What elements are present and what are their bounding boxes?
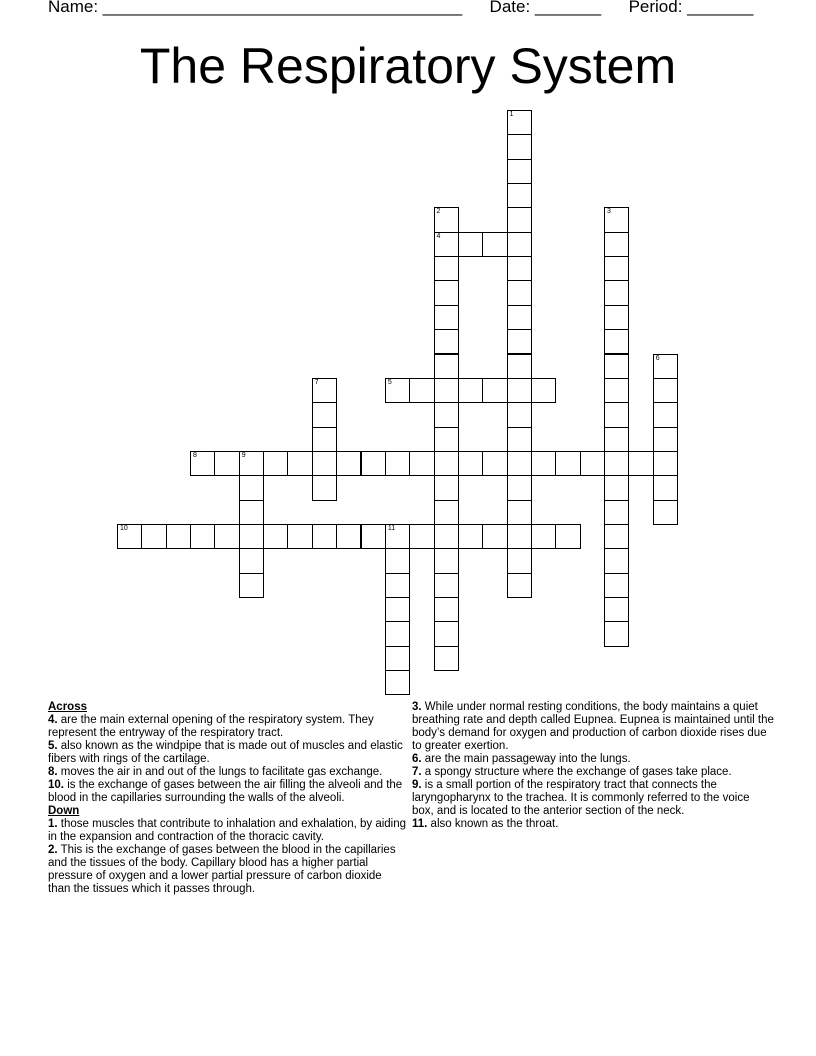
grid-cell[interactable] (458, 524, 483, 549)
clue-number: 10 (120, 524, 128, 532)
grid-cell[interactable] (531, 524, 556, 549)
clue-number: 1 (509, 111, 514, 118)
grid-cell[interactable] (409, 524, 434, 549)
grid-cell[interactable] (531, 451, 556, 476)
grid-cell[interactable] (507, 378, 532, 403)
grid-cell[interactable] (336, 451, 361, 476)
down-clue-list (48, 818, 406, 896)
grid-cell[interactable] (604, 621, 629, 646)
grid-cell[interactable] (604, 305, 629, 330)
grid-cell[interactable] (507, 475, 532, 500)
clue-item-number: 3. (412, 701, 422, 713)
grid-cell[interactable] (239, 451, 264, 476)
page-title: The Respiratory System (139, 38, 677, 94)
grid-cell[interactable] (239, 500, 264, 525)
grid-cell[interactable] (434, 621, 459, 646)
grid-cell[interactable] (507, 524, 532, 549)
grid-cell[interactable] (385, 670, 410, 695)
clue-number: 9 (241, 451, 246, 459)
grid-cell[interactable] (628, 451, 653, 476)
grid-cell[interactable] (434, 354, 459, 379)
grid-cell[interactable] (312, 427, 337, 452)
grid-cell[interactable] (287, 524, 312, 549)
clue-item-number: 7. (412, 766, 422, 778)
clue-number: 4 (436, 232, 441, 240)
clue-item (412, 701, 774, 753)
clue-item-number: 5. (48, 740, 58, 752)
clue-number: 11 (387, 524, 396, 532)
grid-cell[interactable] (385, 451, 410, 476)
clue-item-text: those muscles that contribute to inhalation and exhalation, by aiding in the expansion and contraction of the thoracic cavity. (48, 818, 407, 843)
grid-cell[interactable] (507, 573, 532, 598)
grid-cell[interactable] (361, 524, 386, 549)
name-field[interactable]: Name: ______________________________________ (48, 0, 463, 16)
grid-cell[interactable] (166, 524, 191, 549)
clue-number: 2 (436, 208, 441, 216)
grid-cell[interactable] (434, 329, 459, 354)
grid-cell[interactable] (385, 597, 410, 622)
clue-item-text: is a small portion of the respiratory tract that connects the laryngopharynx to the trachea. It is commonly referred to the voice box, and is located to the anterior section of the neck. (412, 779, 750, 817)
grid-cell[interactable] (312, 402, 337, 427)
clue-item-number: 8. (48, 766, 58, 778)
grid-cell[interactable] (653, 402, 678, 427)
grid-cell[interactable] (507, 159, 532, 184)
grid-cell[interactable] (653, 427, 678, 452)
clue-item-number: 2. (48, 844, 58, 856)
grid-cell[interactable] (580, 451, 605, 476)
grid-cell[interactable] (190, 524, 215, 549)
grid-cell[interactable] (434, 232, 459, 257)
grid-cell[interactable] (434, 427, 459, 452)
grid-cell[interactable] (239, 573, 264, 598)
grid-cell[interactable] (385, 524, 410, 549)
down-clue-list-continued (412, 701, 774, 831)
grid-cell[interactable] (458, 232, 483, 257)
clue-number: 8 (193, 451, 197, 459)
date-field[interactable]: Date: _______ (489, 0, 602, 16)
grid-cell[interactable] (507, 451, 532, 476)
grid-cell[interactable] (434, 451, 459, 476)
clue-item-number: 1. (48, 818, 58, 830)
grid-cell[interactable] (409, 378, 434, 403)
grid-cell[interactable] (434, 500, 459, 525)
grid-cell[interactable] (434, 305, 459, 330)
clue-item-text: a spongy structure where the exchange of gases take place. (421, 766, 732, 778)
clue-item-text: is the exchange of gases between the air filling the alveoli and the blood in the capillaries surrounding the walls of the alveoli. (48, 779, 403, 804)
grid-cell[interactable] (482, 378, 507, 403)
grid-cell[interactable] (214, 451, 239, 476)
clue-item-number: 6. (412, 753, 422, 765)
grid-cell[interactable] (604, 475, 629, 500)
grid-cell[interactable] (482, 524, 507, 549)
clue-item (412, 766, 774, 779)
clue-item (48, 766, 406, 779)
clue-item-text: This is the exchange of gases between the blood in the capillaries and the tissues of the body. Capillary blood has a higher partial pressure of oxygen and a lower partial pressure of carbon dioxide than the tissues which it passes through. (48, 844, 396, 895)
grid-cell[interactable] (434, 548, 459, 573)
clues-right-column (412, 701, 774, 831)
clue-item-number: 10. (48, 779, 64, 791)
grid-cell[interactable] (458, 378, 483, 403)
grid-cell[interactable] (604, 597, 629, 622)
clues-left-column (48, 701, 406, 896)
grid-cell[interactable] (653, 475, 678, 500)
grid-cell[interactable] (263, 524, 288, 549)
across-clue-list (48, 714, 406, 805)
grid-cell[interactable] (507, 110, 532, 135)
grid-cell[interactable] (312, 451, 337, 476)
grid-cell[interactable] (190, 451, 215, 476)
clue-item-number: 9. (412, 779, 422, 791)
clue-item (412, 779, 774, 818)
grid-cell[interactable] (141, 524, 166, 549)
grid-cell[interactable] (604, 378, 629, 403)
grid-cell[interactable] (239, 524, 264, 549)
grid-cell[interactable] (434, 378, 459, 403)
grid-cell[interactable] (507, 256, 532, 281)
clue-item (48, 844, 406, 896)
grid-cell[interactable] (312, 524, 337, 549)
clue-item (48, 740, 406, 766)
clue-item (48, 818, 406, 844)
grid-cell[interactable] (507, 134, 532, 159)
grid-cell[interactable] (287, 451, 312, 476)
grid-cell[interactable] (385, 378, 410, 403)
grid-cell[interactable] (604, 402, 629, 427)
grid-cell[interactable] (239, 548, 264, 573)
grid-cell[interactable] (507, 329, 532, 354)
grid-cell[interactable] (555, 524, 580, 549)
clue-item (48, 779, 406, 805)
grid-cell[interactable] (361, 451, 386, 476)
grid-cell[interactable] (604, 280, 629, 305)
clue-number: 6 (655, 354, 660, 362)
clue-item-text: also known as the throat. (427, 818, 559, 830)
grid-cell[interactable] (604, 573, 629, 598)
grid-cell[interactable] (434, 256, 459, 281)
clue-item (412, 818, 774, 831)
clue-item-number: 4. (48, 714, 58, 726)
grid-cell[interactable] (555, 451, 580, 476)
clue-item-text: While under normal resting conditions, the body maintains a quiet breathing rate and depth called Eupnea. Eupnea is maintained until the body’s demand for oxygen and production of carbon dioxide rises due to greater exertion. (412, 701, 774, 752)
grid-cell[interactable] (507, 207, 532, 232)
grid-cell[interactable] (507, 280, 532, 305)
grid-cell[interactable] (507, 548, 532, 573)
clue-item-text: are the main passageway into the lungs. (421, 753, 631, 765)
grid-cell[interactable] (653, 378, 678, 403)
grid-cell[interactable] (507, 427, 532, 452)
clue-item-text: moves the air in and out of the lungs to facilitate gas exchange. (57, 766, 383, 778)
grid-cell[interactable] (653, 451, 678, 476)
grid-cell[interactable] (434, 475, 459, 500)
grid-cell[interactable] (604, 451, 629, 476)
grid-cell[interactable] (531, 378, 556, 403)
grid-cell[interactable] (604, 500, 629, 525)
clue-item-text: also known as the windpipe that is made out of muscles and elastic fibers with rings of the cartilage. (48, 740, 403, 765)
grid-cell[interactable] (434, 524, 459, 549)
grid-cell[interactable] (482, 451, 507, 476)
clue-number: 5 (387, 378, 392, 386)
grid-cell[interactable] (434, 597, 459, 622)
clue-item-number: 11. (412, 818, 428, 830)
clue-number: 7 (314, 378, 319, 386)
grid-cell[interactable] (385, 646, 410, 671)
grid-cell[interactable] (653, 500, 678, 525)
grid-cell[interactable] (385, 548, 410, 573)
grid-cell[interactable] (604, 207, 629, 232)
grid-cell[interactable] (482, 232, 507, 257)
grid-cell[interactable] (507, 305, 532, 330)
grid-cell[interactable] (604, 329, 629, 354)
grid-cell[interactable] (604, 524, 629, 549)
grid-cell[interactable] (385, 621, 410, 646)
grid-cell[interactable] (312, 378, 337, 403)
grid-cell[interactable] (263, 451, 288, 476)
grid-cell[interactable] (336, 524, 361, 549)
grid-cell[interactable] (117, 524, 142, 549)
grid-cell[interactable] (214, 524, 239, 549)
clue-number: 3 (607, 208, 611, 216)
grid-cell[interactable] (434, 207, 459, 232)
period-field[interactable]: Period: _______ (628, 0, 754, 16)
grid-cell[interactable] (507, 354, 532, 379)
grid-cell[interactable] (507, 402, 532, 427)
clue-item (48, 714, 406, 740)
grid-cell[interactable] (653, 354, 678, 379)
grid-cell[interactable] (434, 646, 459, 671)
grid-cell[interactable] (604, 548, 629, 573)
grid-cell[interactable] (604, 427, 629, 452)
grid-cell[interactable] (312, 475, 337, 500)
grid-cell[interactable] (385, 573, 410, 598)
grid-cell[interactable] (434, 402, 459, 427)
grid-cell[interactable] (604, 232, 629, 257)
clue-item (412, 753, 774, 766)
down-heading: Down (48, 805, 80, 817)
grid-cell[interactable] (604, 256, 629, 281)
grid-cell[interactable] (434, 280, 459, 305)
across-heading: Across (48, 701, 87, 713)
grid-cell[interactable] (604, 354, 629, 379)
grid-cell[interactable] (458, 451, 483, 476)
clue-item-text: are the main external opening of the respiratory system. They represent the entryway of the respiratory tract. (48, 714, 374, 739)
grid-cell[interactable] (409, 451, 434, 476)
grid-cell[interactable] (434, 573, 459, 598)
grid-cell[interactable] (507, 232, 532, 257)
grid-cell[interactable] (507, 500, 532, 525)
grid-cell[interactable] (239, 475, 264, 500)
grid-cell[interactable] (507, 183, 532, 208)
